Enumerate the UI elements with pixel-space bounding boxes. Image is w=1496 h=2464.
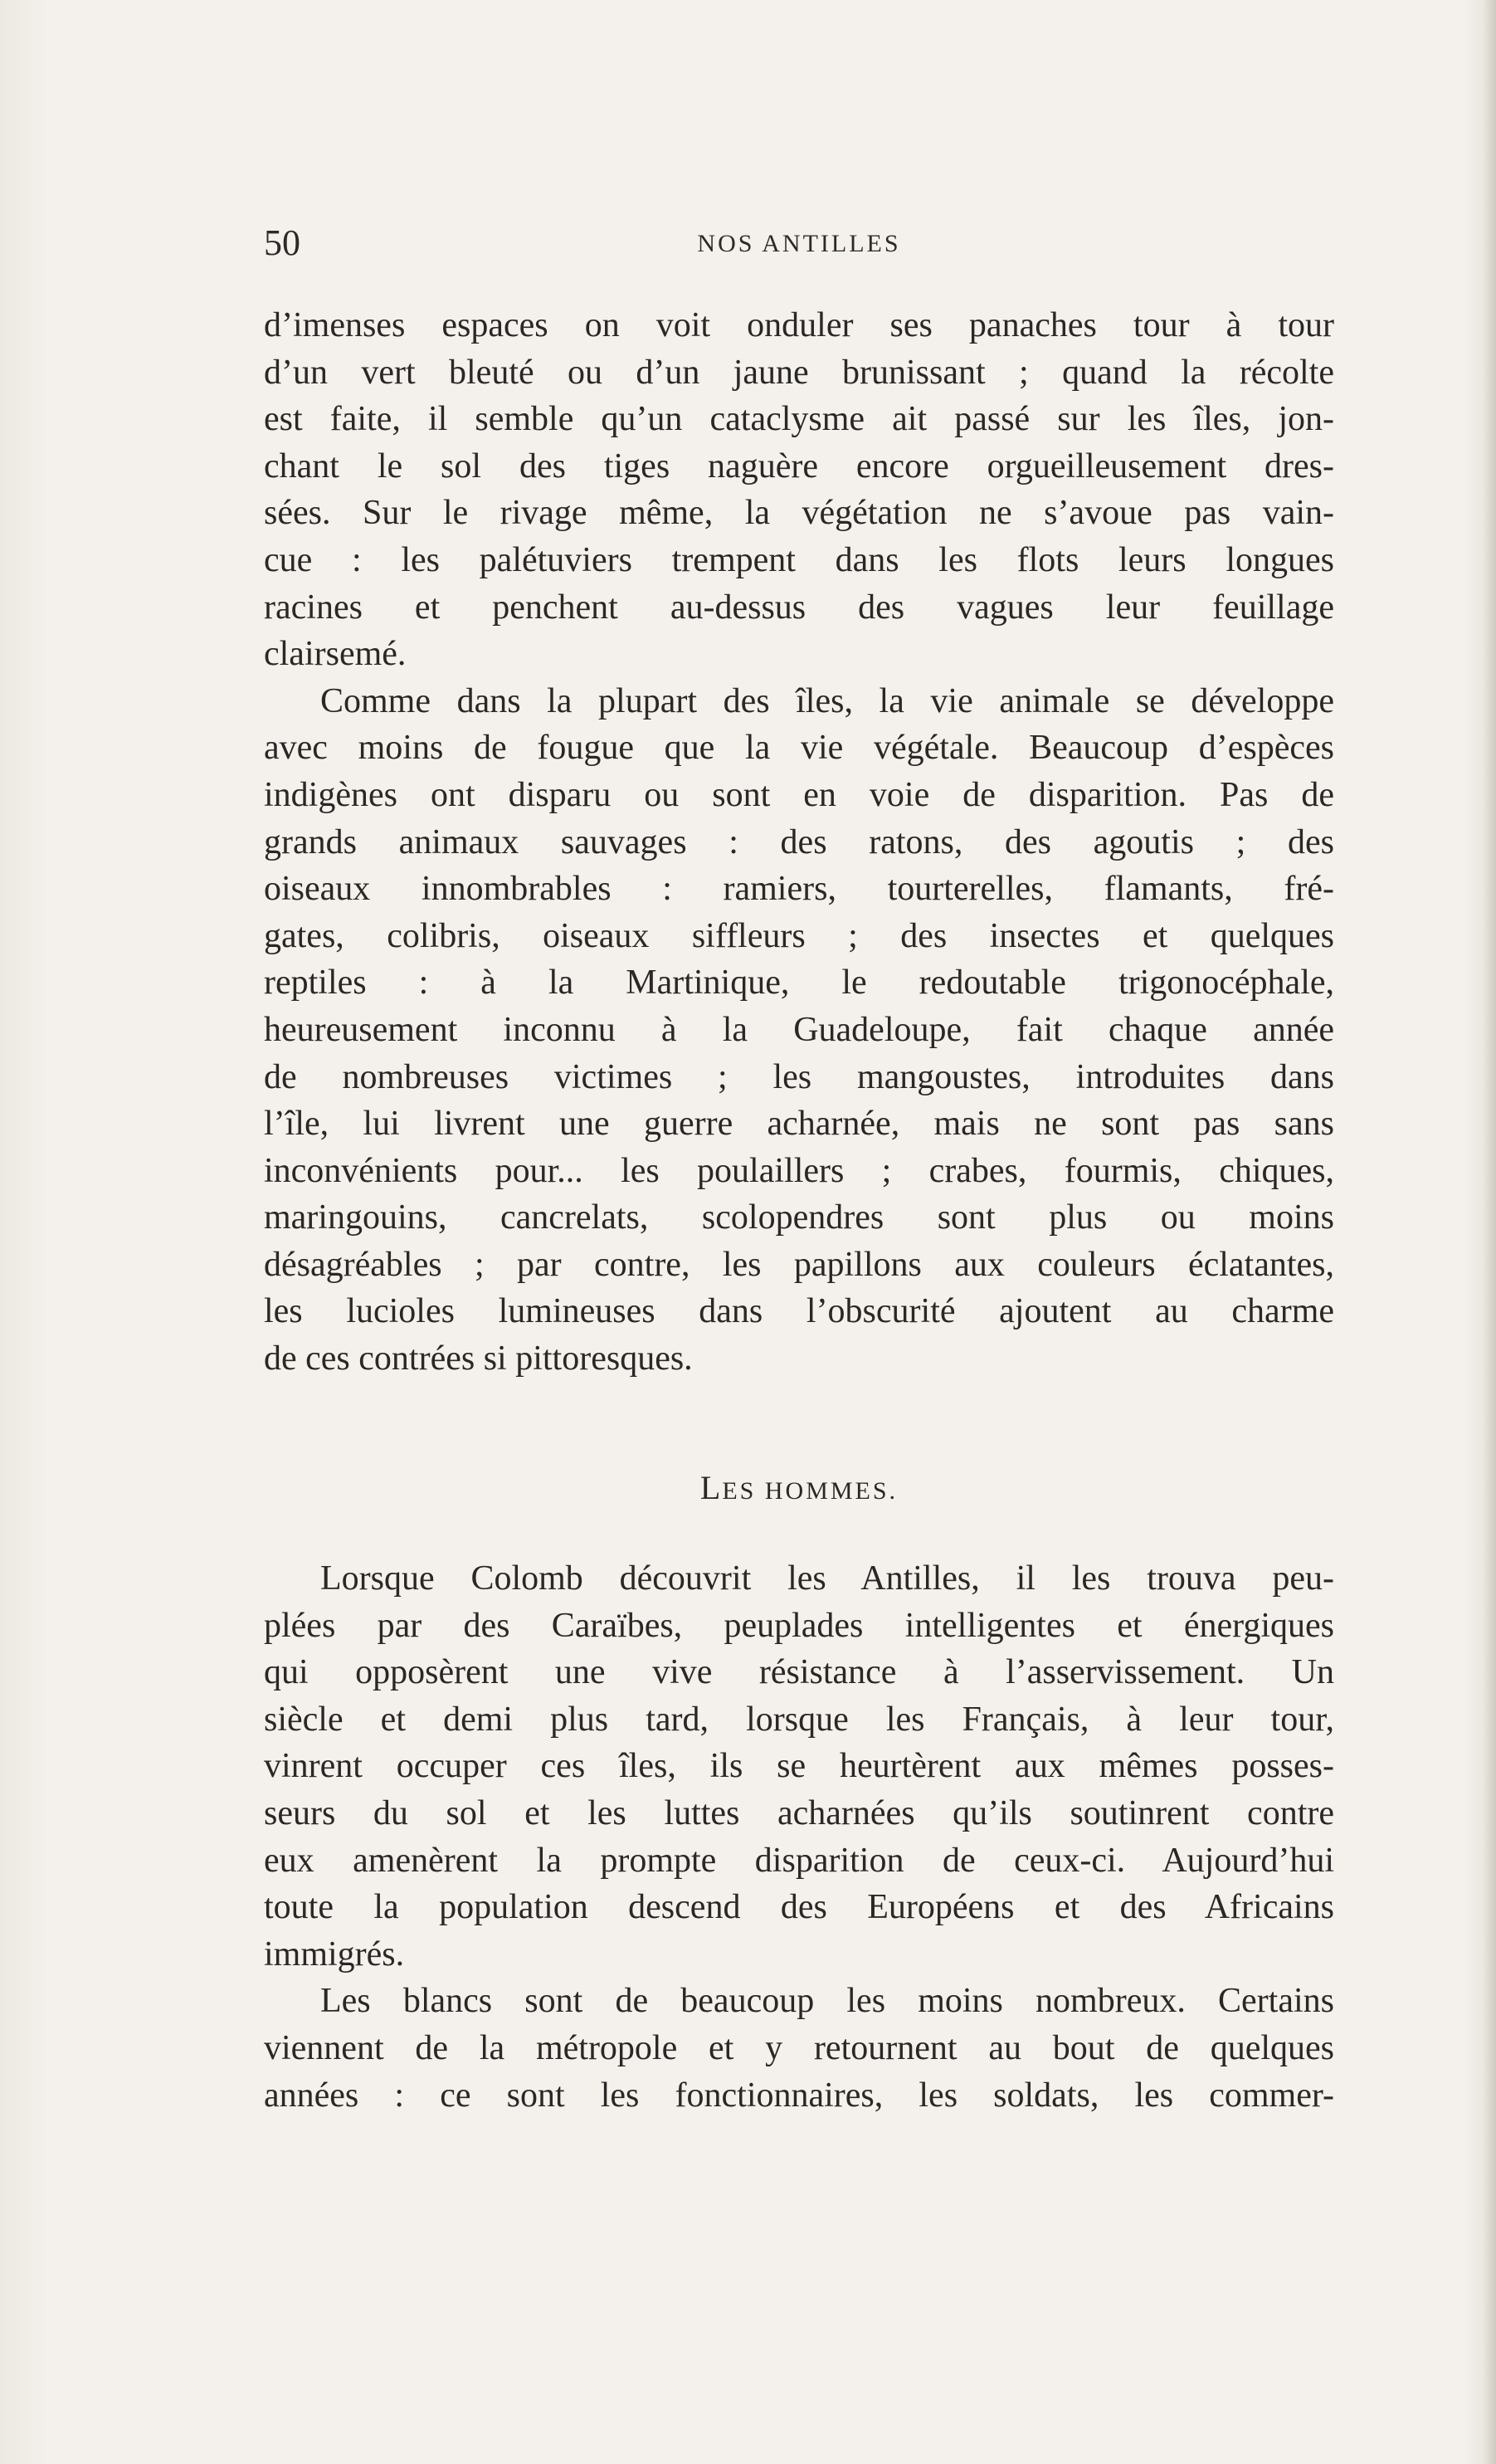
text-line: Lorsque Colomb découvrit les Antilles, il les trouva peu- [320,1559,1334,1598]
text-line: plées par des Caraïbes, peuplades intelligentes et énergiques [264,1606,1334,1645]
text-line: reptiles : à la Martinique, le redoutable trigonocéphale, [264,964,1334,1003]
text-line: seurs du sol et les luttes acharnées qu’ils soutinrent contre [264,1793,1334,1832]
text-block-top [264,302,1334,1383]
text-line: siècle et demi plus tard, lorsque les Français, à leur tour, [264,1700,1334,1739]
text-line: Comme dans la plupart des îles, la vie animale se développe [320,681,1334,720]
text-line: clairsemé. [264,635,407,674]
text-line: cue : les palétuviers trempent dans les flots leurs longues [264,540,1334,579]
text-line: Les blancs sont de beaucoup les moins nombreux. Certains [320,1982,1334,2021]
running-head: NOS ANTILLES [697,230,901,257]
paragraph [264,1978,1334,2119]
text-line: inconvénients pour... les poulaillers ; crabes, fourmis, chiques, [264,1151,1334,1190]
text-line: indigènes ont disparu ou sont en voie de disparition. Pas de [264,775,1334,814]
text-line: viennent de la métropole et y retournent au bout de quelques [264,2028,1334,2067]
text-line: gates, colibris, oiseaux siffleurs ; des insectes et quelques [264,916,1334,955]
text-line: oiseaux innombrables : ramiers, tourterelles, flamants, fré- [264,870,1334,909]
text-line: eux amenèrent la prompte disparition de ceux-ci. Aujourd’hui [264,1841,1334,1880]
text-line: désagréables ; par contre, les papillons aux couleurs éclatantes, [264,1245,1334,1284]
text-line: grands animaux sauvages : des ratons, des agoutis ; des [264,822,1334,861]
text-line: racines et penchent au-dessus des vagues leur feuillage [264,588,1334,627]
text-line: d’un vert bleuté ou d’un jaune brunissant ; quand la récolte [264,353,1334,392]
section-title [264,1467,1334,1512]
page-number: 50 [264,222,300,263]
section-title-initial: L [699,1469,723,1506]
text-line: de nombreuses victimes ; les mangoustes, introduites dans [264,1057,1334,1096]
paragraph [264,1555,1334,1978]
text-line: toute la population descend des Européens et des Africains [264,1888,1334,1927]
text-line: chant le sol des tiges naguère encore orgueilleusement dres- [264,446,1334,485]
text-line: années : ce sont les fonctionnaires, les soldats, les commer- [264,2076,1334,2115]
text-line: d’imenses espaces on voit onduler ses panaches tour à tour [264,306,1334,344]
text-line: est faite, il semble qu’un cataclysme ait passé sur les îles, jon- [264,400,1334,439]
text-block-bottom [264,1555,1334,2119]
text-line: les lucioles lumineuses dans l’obscurité ajoutent au charme [264,1292,1334,1331]
text-line: qui opposèrent une vive résistance à l’asservissement. Un [264,1653,1334,1692]
paragraph [264,678,1334,1383]
page-header [264,222,1334,264]
paragraph [264,302,1334,678]
page-edge [1484,0,1496,2464]
text-line: sées. Sur le rivage même, la végétation ne s’avoue pas vain- [264,494,1334,533]
text-line: l’île, lui livrent une guerre acharnée, mais ne sont pas sans [264,1105,1334,1144]
text-line: avec moins de fougue que la vie végétale. Beaucoup d’espèces [264,729,1334,768]
text-line: vinrent occuper ces îles, ils se heurtèrent aux mêmes posses- [264,1747,1334,1786]
text-line: heureusement inconnu à la Guadeloupe, fait chaque année [264,1010,1334,1049]
text-line: immigrés. [264,1935,405,1974]
text-line: de ces contrées si pittoresques. [264,1339,693,1378]
text-line: maringouins, cancrelats, scolopendres sont plus ou moins [264,1198,1334,1237]
section-title-rest: ES HOMMES. [722,1477,899,1505]
